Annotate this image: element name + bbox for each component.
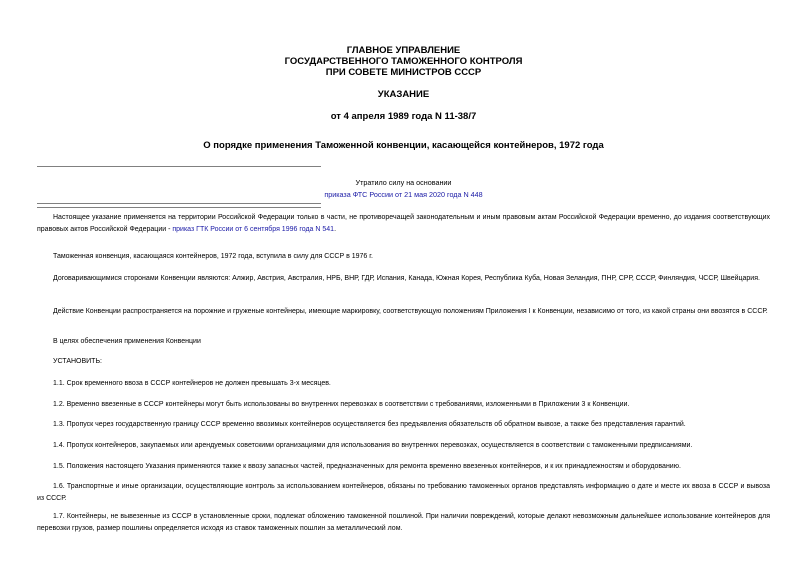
clause-1-1: 1.1. Срок временного ввоза в СССР контейнеров не должен превышать 3-х месяцев. [53, 380, 331, 387]
authority-line-3: ПРИ СОВЕТЕ МИНИСТРОВ СССР [325, 67, 482, 78]
document-date-number: от 4 апреля 1989 года N 11-38/7 [330, 111, 477, 122]
clause-1-5: 1.5. Положения настоящего Указания применяются также к ввозу запасных частей, предназначенных для ремонта временно ввезенных контейнеров, и к их принадлежностям и оборудованию. [53, 463, 681, 470]
authority-line-2: ГОСУДАРСТВЕННОГО ТАМОЖЕННОГО КОНТРОЛЯ [284, 56, 523, 67]
clause-1-4: 1.4. Пропуск контейнеров, закупаемых или арендуемых советскими организациями для использования во внутренних перевозках, осуществляется в соответствии с таможенными предписаниями. [53, 442, 693, 449]
paragraph-purpose: В целях обеспечения применения Конвенции [53, 338, 201, 345]
paragraph-applies: Действие Конвенции распространяется на порожние и груженые контейнеры, имеющие маркировку, соответствующую положениям Приложения I к Конвенции, независимо от того, из какой страны они ввозятся в СССР. [53, 308, 768, 315]
paragraph-parties: Договаривающимися сторонами Конвенции являются: Алжир, Австрия, Австралия, НРБ, ВНР, ГДР, Испания, Канада, Южная Корея, Республика Куба, Новая Зеландия, ПНР, СРР, СССР, Финляндия, ЧССР, Швейцария. [53, 275, 760, 282]
document-title: О порядке применения Таможенной конвенции, касающейся контейнеров, 1972 года [203, 140, 604, 151]
divider [37, 203, 321, 204]
divider [37, 207, 321, 208]
authority-line-1: ГЛАВНОЕ УПРАВЛЕНИЕ [346, 45, 461, 56]
paragraph-establish: УСТАНОВИТЬ: [53, 358, 102, 365]
clause-1-3: 1.3. Пропуск через государственную границу СССР временно ввозимых контейнеров осуществляется без предъявления обязательств об обратном вывозе, а также без представления гарантий. [53, 421, 686, 428]
document-type: УКАЗАНИЕ [377, 89, 430, 100]
clause-1-7: 1.7. Контейнеры, не вывезенные из СССР в установленные сроки, подлежат обложению таможенной пошлиной. При наличии повреждений, которые делают невозможным дальнейшее использование контейнеров для перевозки грузов, размер пошлины определяется исходя из ставок таможенных пошлин за металлический лом. [37, 513, 770, 532]
divider [37, 166, 321, 167]
paragraph-convention: Таможенная конвенция, касающаяся контейнеров, 1972 года, вступила в силу для СССР в 1976 г. [53, 253, 373, 260]
clause-1-6: 1.6. Транспортные и иные организации, осуществляющие контроль за использованием контейнеров, обязаны по требованию таможенных органов представлять информацию о дате и месте их ввоза в СССР и вывоза из СССР. [37, 483, 770, 502]
note-text-end: . [334, 226, 337, 233]
issuing-authority [0, 45, 807, 78]
lost-force-link[interactable]: приказа ФТС России от 21 мая 2020 года N 448 [324, 190, 483, 199]
note-text: Настоящее указание применяется на территории Российской Федерации только в части, не противоречащей законодательным и иным правовым актам Российской Федерации временно, до издания соответствующих правовых актов Российской Федерации - [37, 214, 770, 233]
application-note [37, 212, 770, 238]
lost-force-notice [0, 177, 807, 201]
note-order-link[interactable]: приказ ГТК России от 6 сентября 1996 года N 541 [172, 226, 335, 233]
lost-force-text: Утратило силу на основании [355, 178, 452, 187]
clause-1-2: 1.2. Временно ввезенные в СССР контейнеры могут быть использованы во внутренних перевозках в соответствии с требованиями, изложенными в Приложении 3 к Конвенции. [53, 401, 630, 408]
